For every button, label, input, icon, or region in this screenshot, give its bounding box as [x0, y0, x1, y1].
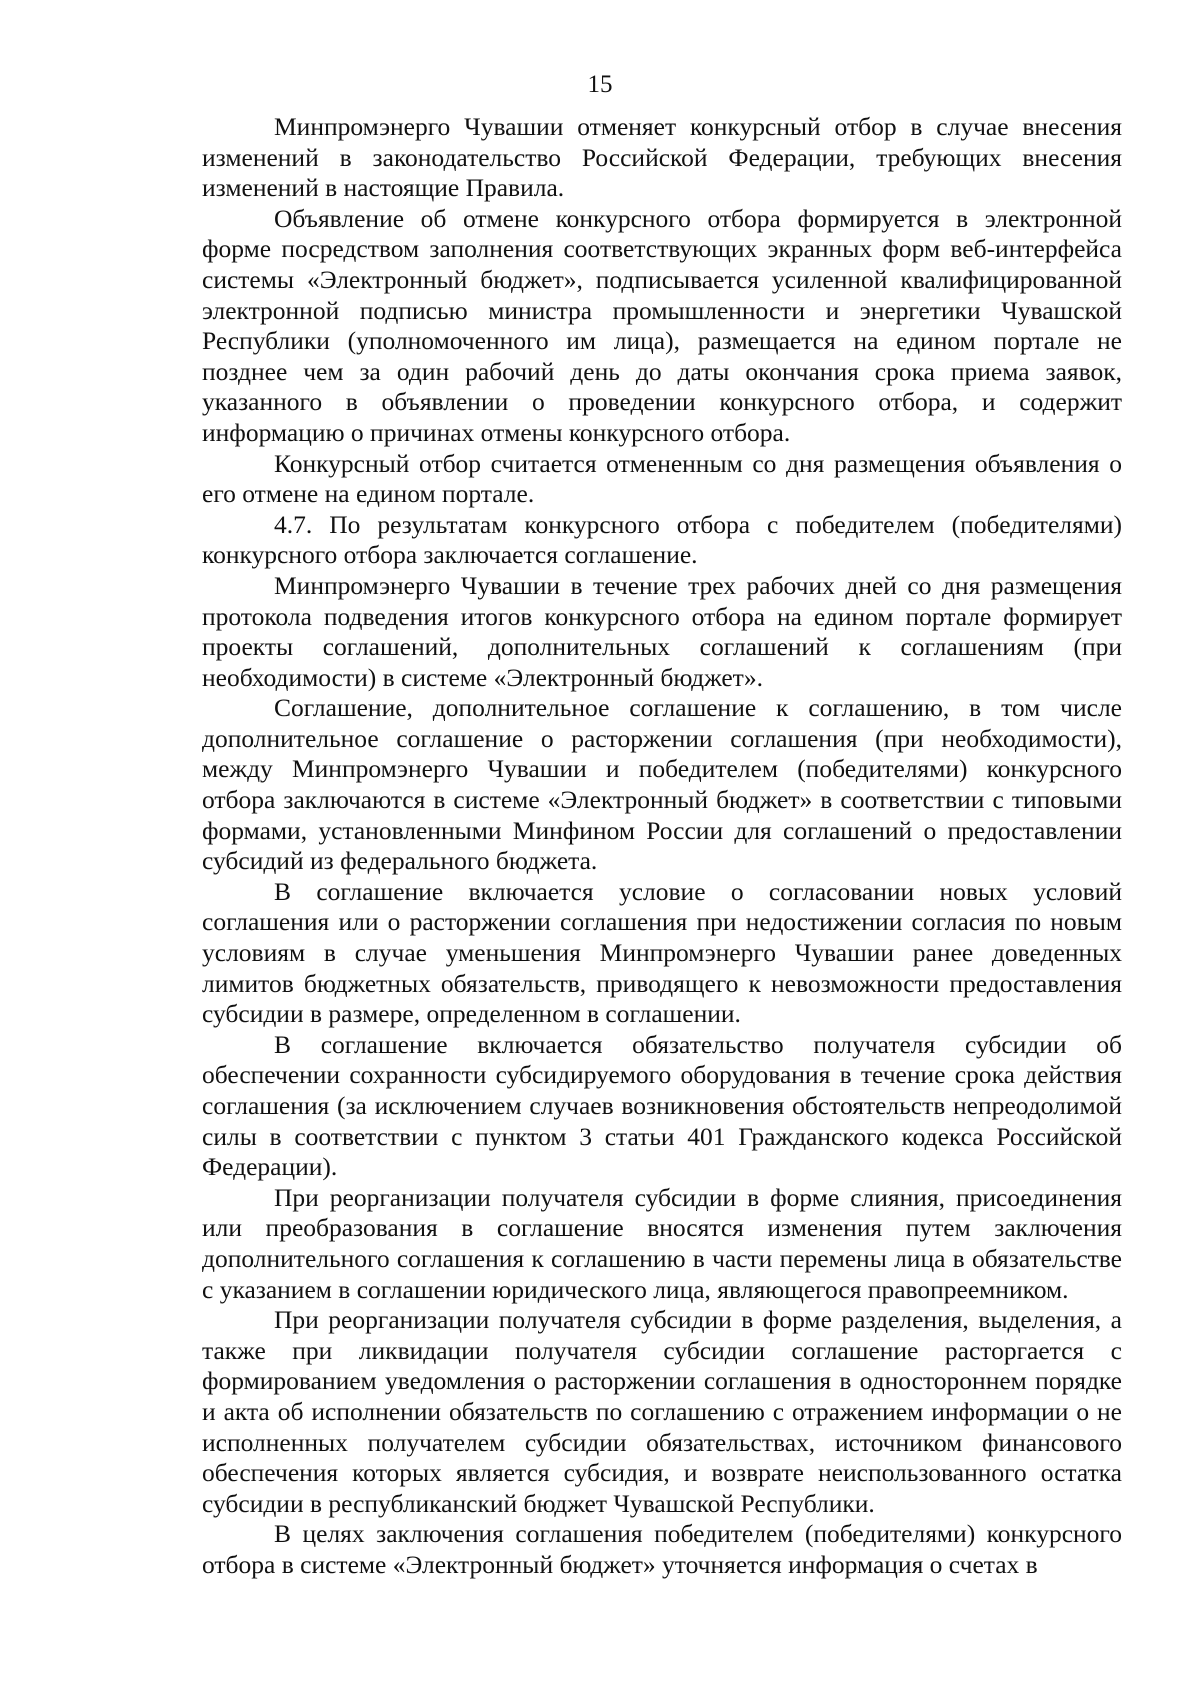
paragraph-cancellation-grounds: Минпромэнерго Чувашии отменяет конкурсный отбор в случае внесения изменений в законодательство Российской Федерации, требующих внесения изменений в настоящие Правила.	[202, 112, 1122, 203]
paragraph-account-details: В целях заключения соглашения победителем (победителями) конкурсного отбора в системе «Электронный бюджет» уточняется информация о счетах в	[202, 1519, 1122, 1579]
paragraph-agreement-forms: Соглашение, дополнительное соглашение к соглашению, в том числе дополнительное соглашение о расторжении соглашения (при необходимости), между Минпромэнерго Чувашии и победителем (победителями) конкурсного отбора заключаются в системе «Электронный бюджет» в соответствии с типовыми формами, установленными Минфином России для соглашений о предоставлении субсидий из федерального бюджета.	[202, 693, 1122, 876]
paragraph-agreement-drafts: Минпромэнерго Чувашии в течение трех рабочих дней со дня размещения протокола подведения итогов конкурсного отбора на едином портале формирует проекты соглашений, дополнительных соглашений к соглашениям (при необходимости) в системе «Электронный бюджет».	[202, 570, 1122, 692]
paragraph-cancellation-effective: Конкурсный отбор считается отмененным со дня размещения объявления о его отмене на едином портале.	[202, 448, 1122, 509]
paragraph-equipment-safety: В соглашение включается обязательство получателя субсидии об обеспечении сохранности субсидируемого оборудования в течение срока действия соглашения (за исключением случаев возникновения обстоятельств непреодолимой силы в соответствии с пунктом 3 статьи 401 Гражданского кодекса Российской Федерации).	[202, 1029, 1122, 1182]
paragraph-reorganization-merger: При реорганизации получателя субсидии в форме слияния, присоединения или преобразования в соглашение вносятся изменения путем заключения дополнительного соглашения к соглашению в части перемены лица в обязательстве с указанием в соглашении юридического лица, являющегося правопреемником.	[202, 1182, 1122, 1304]
document-body	[202, 112, 1122, 1581]
page-number: 15	[587, 71, 613, 98]
paragraph-new-conditions: В соглашение включается условие о согласовании новых условий соглашения или о расторжении соглашения при недостижении согласия по новым условиям в случае уменьшения Минпромэнерго Чувашии ранее доведенных лимитов бюджетных обязательств, приводящего к невозможности предоставления субсидии в размере, определенном в соглашении.	[202, 876, 1122, 1029]
paragraph-cancellation-announcement: Объявление об отмене конкурсного отбора формируется в электронной форме посредством заполнения соответствующих экранных форм веб-интерфейса системы «Электронный бюджет», подписывается усиленной квалифицированной электронной подписью министра промышленности и энергетики Чувашской Республики (уполномоченного им лица), размещается на едином портале не позднее чем за один рабочий день до даты окончания срока приема заявок, указанного в объявлении о проведении конкурсного отбора, и содержит информацию о причинах отмены конкурсного отбора.	[202, 203, 1122, 447]
paragraph-reorganization-division: При реорганизации получателя субсидии в форме разделения, выделения, а также при ликвидации получателя субсидии соглашение расторгается с формированием уведомления о расторжении соглашения в одностороннем порядке и акта об исполнении обязательств по соглашению с отражением информации о не исполненных получателем субсидии обязательствах, источником финансового обеспечения которых является субсидия, и возврате неиспользованного остатка субсидии в республиканский бюджет Чувашской Республики.	[202, 1305, 1122, 1518]
paragraph-section-4-7: 4.7. По результатам конкурсного отбора с победителем (победителями) конкурсного отбора заключается соглашение.	[202, 509, 1122, 570]
